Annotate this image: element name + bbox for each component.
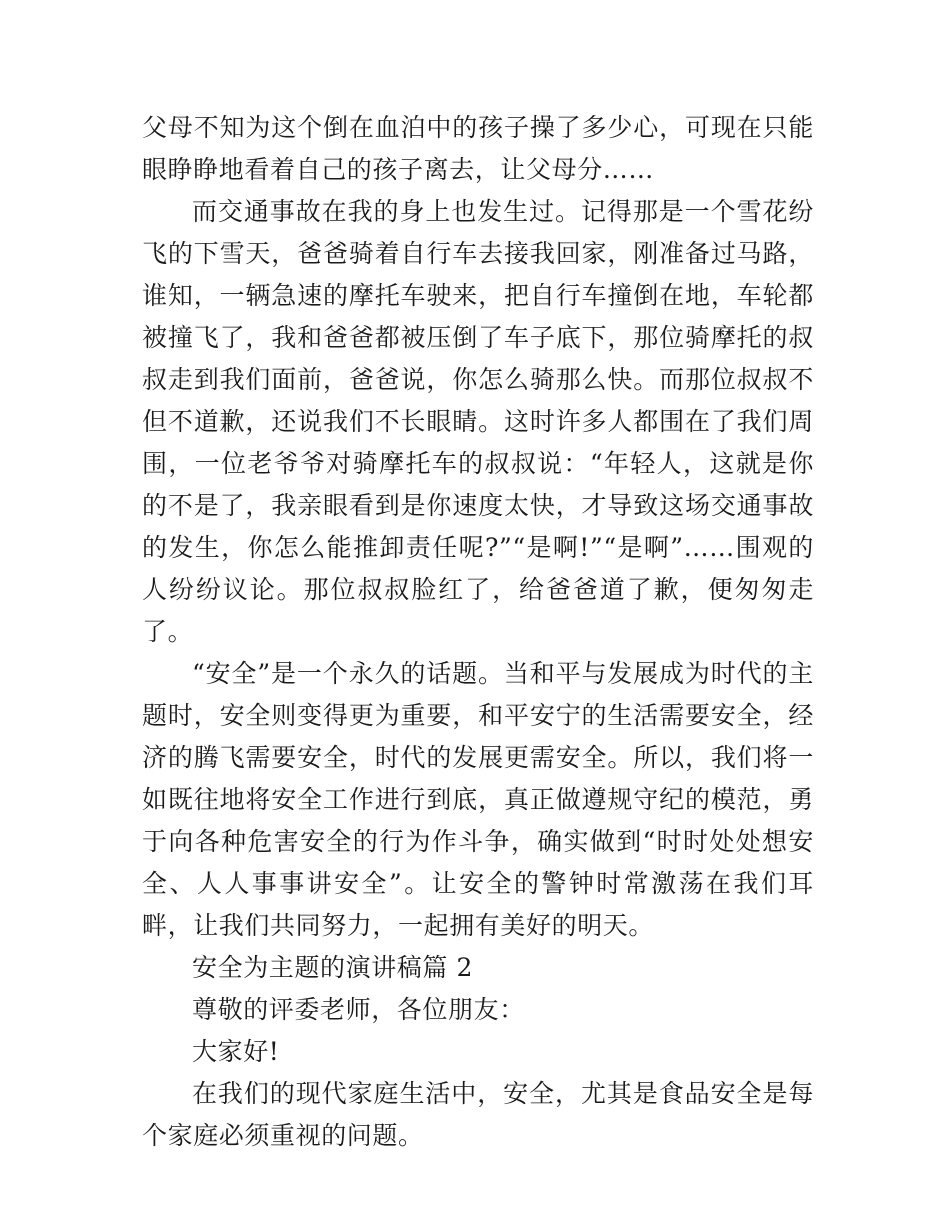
paragraph-4: 在我们的现代家庭生活中，安全，尤其是食品安全是每个家庭必须重视的问题。 (142, 1079, 814, 1150)
salutation: 尊敬的评委老师，各位朋友： (192, 995, 525, 1024)
document-body (142, 107, 814, 1157)
paragraph-1: 父母不知为这个倒在血泊中的孩子操了多少心，可现在只能眼睁睁地看着自己的孩子离去，让父母分…… (142, 113, 814, 184)
paragraph-2: 而交通事故在我的身上也发生过。记得那是一个雪花纷飞的下雪天，爸爸骑着自行车去接我回家，刚准备过马路，谁知，一辆急速的摩托车驶来，把自行车撞倒在地，车轮都被撞飞了，我和爸爸都被压倒了车子底下，那位骑摩托的叔叔走到我们面前，爸爸说，你怎么骑那么快。而那位叔叔不但不道歉，还说我们不长眼睛。这时许多人都围在了我们周围，一位老爷爷对骑摩托车的叔叔说：“年轻人，这就是你的不是了，我亲眼看到是你速度太快，才导致这场交通事故的发生，你怎么能推卸责任呢?”“是啊!”“是啊”……围观的人纷纷议论。那位叔叔脸红了，给爸爸道了歉，便匆匆走了。 (142, 197, 814, 646)
greeting: 大家好! (192, 1037, 280, 1066)
section-heading: 安全为主题的演讲稿篇 2 (192, 953, 474, 982)
paragraph-3: “安全”是一个永久的话题。当和平与发展成为时代的主题时，安全则变得更为重要，和平安宁的生活需要安全，经济的腾飞需要安全，时代的发展更需安全。所以，我们将一如既往地将安全工作进行到底，真正做遵规守纪的模范，勇于向各种危害安全的行为作斗争，确实做到“时时处处想安全、人人事事讲安全”。让安全的警钟时常激荡在我们耳畔，让我们共同努力，一起拥有美好的明天。 (142, 659, 814, 940)
